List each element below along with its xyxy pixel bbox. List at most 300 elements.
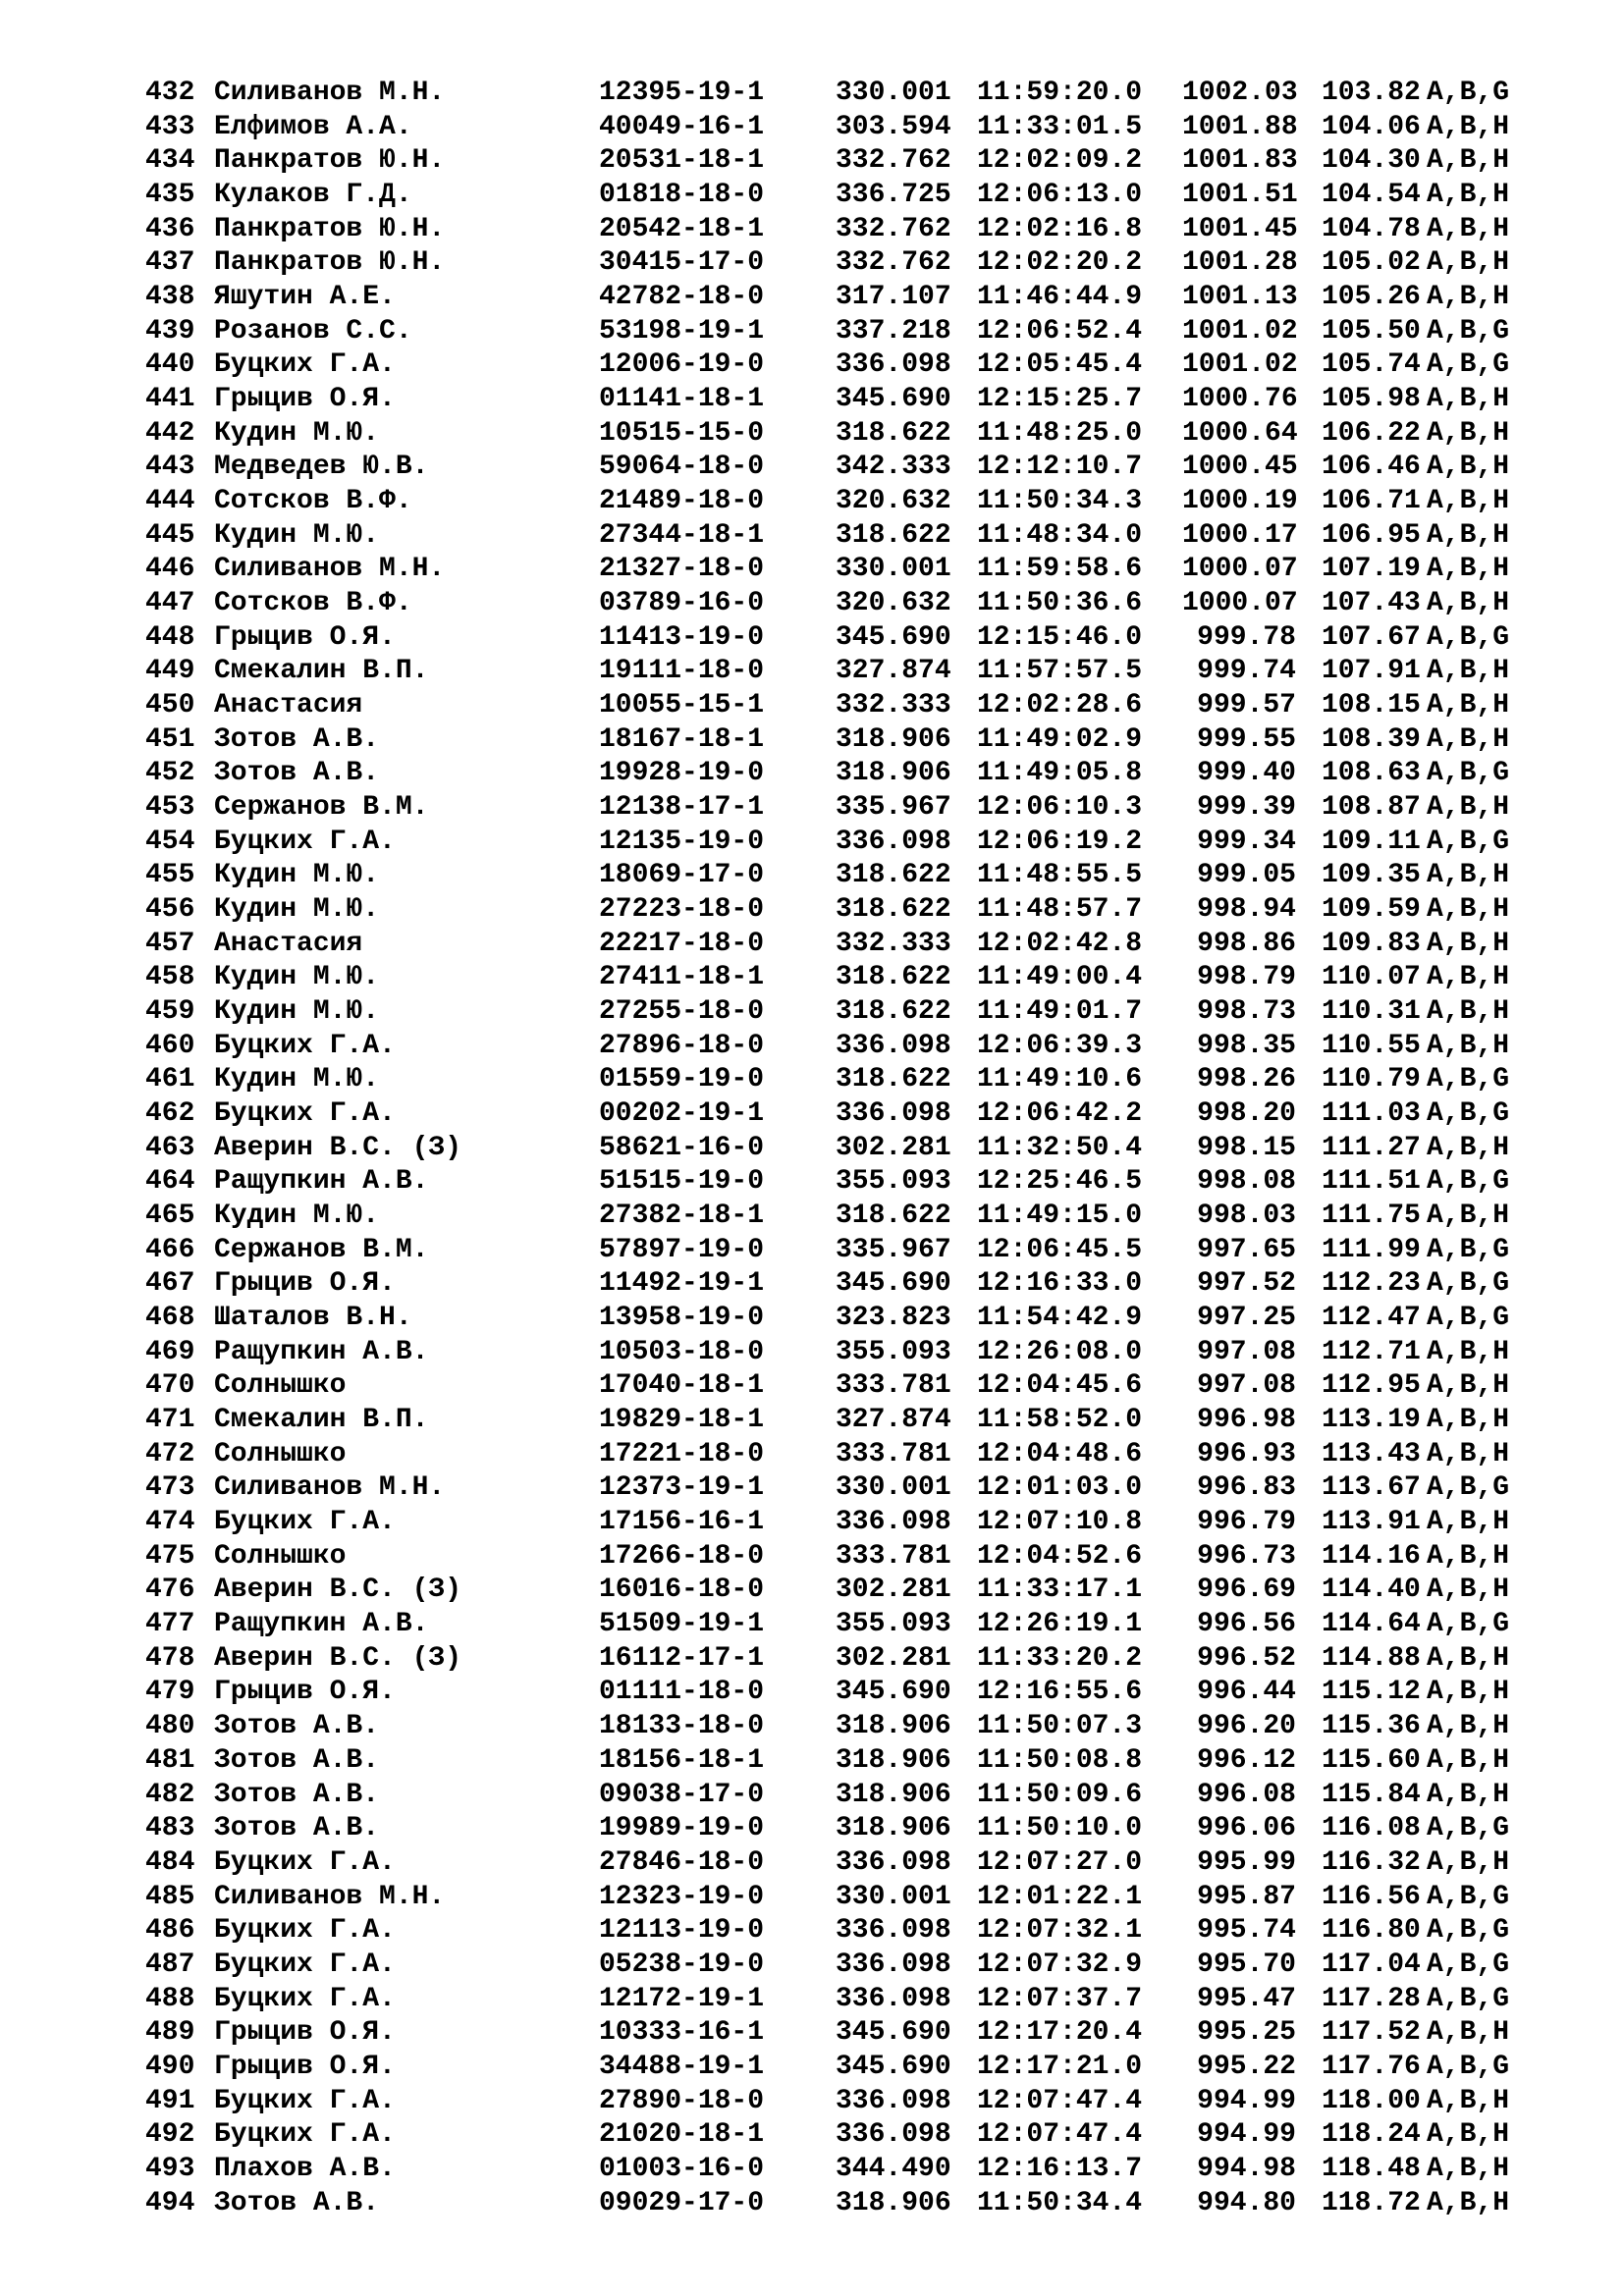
classes: A,B,H [1427, 111, 1510, 142]
arrival-time: 12:16:55.6 [977, 1677, 1143, 1708]
distance: 330.001 [836, 554, 951, 585]
ring-number: 40049-16-1 [599, 111, 765, 142]
distance: 302.281 [836, 1132, 951, 1163]
points: 111.99 [1322, 1234, 1421, 1265]
arrival-time: 11:49:15.0 [977, 1201, 1143, 1232]
distance: 342.333 [836, 452, 951, 483]
arrival-time: 11:49:05.8 [977, 758, 1143, 789]
row-number: 439 [145, 315, 195, 347]
fancier-name: Кулаков Г.Д. [214, 180, 412, 210]
classes: A,B,G [1427, 78, 1510, 108]
ring-number: 05238-19-0 [599, 1949, 765, 1980]
classes: A,B,H [1427, 1405, 1510, 1436]
speed: 1001.02 [1182, 349, 1298, 381]
speed: 994.98 [1197, 2153, 1296, 2184]
speed: 996.44 [1197, 1677, 1296, 1708]
classes: A,B,H [1427, 2187, 1510, 2218]
ring-number: 01141-18-1 [599, 384, 765, 415]
ring-number: 12172-19-1 [599, 1983, 765, 2014]
ring-number: 59064-18-0 [599, 452, 765, 483]
speed: 998.03 [1197, 1201, 1296, 1232]
row-number: 477 [145, 1609, 195, 1640]
ring-number: 19928-19-0 [599, 758, 765, 789]
distance: 345.690 [836, 2051, 951, 2082]
row-number: 479 [145, 1677, 195, 1708]
fancier-name: Силиванов М.Н. [214, 1881, 446, 1912]
ring-number: 27255-18-0 [599, 996, 765, 1028]
ring-number: 18167-18-1 [599, 723, 765, 755]
arrival-time: 12:05:45.4 [977, 349, 1143, 381]
ring-number: 21020-18-1 [599, 2119, 765, 2151]
ring-number: 51509-19-1 [599, 1609, 765, 1640]
speed: 997.52 [1197, 1268, 1296, 1300]
speed: 1001.13 [1182, 282, 1298, 313]
speed: 1001.83 [1182, 145, 1298, 177]
distance: 302.281 [836, 1575, 951, 1606]
fancier-name: Анастасия [214, 690, 363, 721]
ring-number: 30415-17-0 [599, 247, 765, 279]
row-number: 466 [145, 1234, 195, 1265]
fancier-name: Кудин М.Ю. [214, 996, 380, 1028]
row-number: 492 [145, 2119, 195, 2151]
arrival-time: 11:46:44.9 [977, 282, 1143, 313]
points: 107.67 [1322, 621, 1421, 653]
speed: 1000.17 [1182, 519, 1298, 551]
arrival-time: 11:59:20.0 [977, 78, 1143, 108]
arrival-time: 12:06:45.5 [977, 1234, 1143, 1265]
fancier-name: Буцких Г.А. [214, 1507, 396, 1538]
ring-number: 09038-17-0 [599, 1779, 765, 1810]
row-number: 436 [145, 213, 195, 244]
fancier-name: Кудин М.Ю. [214, 962, 380, 993]
classes: A,B,G [1427, 1166, 1510, 1198]
row-number: 434 [145, 145, 195, 177]
arrival-time: 11:33:17.1 [977, 1575, 1143, 1606]
speed: 996.56 [1197, 1609, 1296, 1640]
arrival-time: 12:06:13.0 [977, 180, 1143, 210]
speed: 996.06 [1197, 1813, 1296, 1844]
row-number: 452 [145, 758, 195, 789]
points: 115.84 [1322, 1779, 1421, 1810]
row-number: 449 [145, 656, 195, 687]
row-number: 489 [145, 2017, 195, 2049]
ring-number: 22217-18-0 [599, 928, 765, 959]
distance: 318.622 [836, 860, 951, 891]
row-number: 475 [145, 1540, 195, 1572]
arrival-time: 11:49:00.4 [977, 962, 1143, 993]
fancier-name: Ращупкин А.В. [214, 1336, 429, 1367]
distance: 332.333 [836, 928, 951, 959]
arrival-time: 11:50:36.6 [977, 588, 1143, 619]
distance: 318.622 [836, 1201, 951, 1232]
distance: 318.622 [836, 519, 951, 551]
row-number: 478 [145, 1642, 195, 1674]
speed: 996.83 [1197, 1472, 1296, 1504]
ring-number: 27223-18-0 [599, 894, 765, 926]
row-number: 442 [145, 417, 195, 449]
classes: A,B,H [1427, 656, 1510, 687]
classes: A,B,H [1427, 1132, 1510, 1163]
row-number: 433 [145, 111, 195, 142]
arrival-time: 11:49:02.9 [977, 723, 1143, 755]
points: 112.23 [1322, 1268, 1421, 1300]
speed: 998.73 [1197, 996, 1296, 1028]
row-number: 440 [145, 349, 195, 381]
distance: 320.632 [836, 588, 951, 619]
arrival-time: 11:50:34.3 [977, 486, 1143, 517]
points: 103.82 [1322, 78, 1421, 108]
speed: 996.12 [1197, 1744, 1296, 1776]
classes: A,B,G [1427, 1949, 1510, 1980]
ring-number: 00202-19-1 [599, 1098, 765, 1130]
distance: 336.098 [836, 1915, 951, 1947]
distance: 335.967 [836, 1234, 951, 1265]
row-number: 464 [145, 1166, 195, 1198]
arrival-time: 11:49:10.6 [977, 1064, 1143, 1095]
ring-number: 16112-17-1 [599, 1642, 765, 1674]
ring-number: 10503-18-0 [599, 1336, 765, 1367]
classes: A,B,H [1427, 282, 1510, 313]
speed: 997.25 [1197, 1303, 1296, 1334]
speed: 999.74 [1197, 656, 1296, 687]
fancier-name: Буцких Г.А. [214, 349, 396, 381]
points: 116.56 [1322, 1881, 1421, 1912]
points: 110.79 [1322, 1064, 1421, 1095]
classes: A,B,G [1427, 349, 1510, 381]
arrival-time: 12:06:42.2 [977, 1098, 1143, 1130]
ring-number: 19111-18-0 [599, 656, 765, 687]
classes: A,B,G [1427, 2051, 1510, 2082]
distance: 336.098 [836, 1030, 951, 1061]
row-number: 443 [145, 452, 195, 483]
arrival-time: 12:15:46.0 [977, 621, 1143, 653]
arrival-time: 12:17:20.4 [977, 2017, 1143, 2049]
points: 108.39 [1322, 723, 1421, 755]
arrival-time: 11:59:58.6 [977, 554, 1143, 585]
ring-number: 12135-19-0 [599, 826, 765, 857]
ring-number: 01003-16-0 [599, 2153, 765, 2184]
speed: 997.65 [1197, 1234, 1296, 1265]
points: 117.04 [1322, 1949, 1421, 1980]
distance: 302.281 [836, 1642, 951, 1674]
fancier-name: Буцких Г.А. [214, 1846, 396, 1878]
arrival-time: 11:50:09.6 [977, 1779, 1143, 1810]
fancier-name: Кудин М.Ю. [214, 894, 380, 926]
row-number: 441 [145, 384, 195, 415]
speed: 1001.51 [1182, 180, 1298, 210]
points: 117.52 [1322, 2017, 1421, 2049]
points: 114.16 [1322, 1540, 1421, 1572]
classes: A,B,G [1427, 1303, 1510, 1334]
classes: A,B,G [1427, 1983, 1510, 2014]
classes: A,B,G [1427, 1609, 1510, 1640]
classes: A,B,H [1427, 792, 1510, 824]
arrival-time: 11:50:10.0 [977, 1813, 1143, 1844]
classes: A,B,H [1427, 2153, 1510, 2184]
points: 114.64 [1322, 1609, 1421, 1640]
row-number: 481 [145, 1744, 195, 1776]
classes: A,B,H [1427, 417, 1510, 449]
distance: 337.218 [836, 315, 951, 347]
ring-number: 20542-18-1 [599, 213, 765, 244]
row-number: 455 [145, 860, 195, 891]
speed: 995.70 [1197, 1949, 1296, 1980]
fancier-name: Ращупкин А.В. [214, 1166, 429, 1198]
speed: 996.73 [1197, 1540, 1296, 1572]
fancier-name: Солнышко [214, 1540, 347, 1572]
arrival-time: 12:16:33.0 [977, 1268, 1143, 1300]
points: 105.74 [1322, 349, 1421, 381]
distance: 336.098 [836, 826, 951, 857]
distance: 327.874 [836, 1405, 951, 1436]
points: 107.91 [1322, 656, 1421, 687]
row-number: 488 [145, 1983, 195, 2014]
distance: 335.967 [836, 792, 951, 824]
arrival-time: 12:04:52.6 [977, 1540, 1143, 1572]
row-number: 450 [145, 690, 195, 721]
fancier-name: Силиванов М.Н. [214, 78, 446, 108]
fancier-name: Кудин М.Ю. [214, 519, 380, 551]
speed: 998.86 [1197, 928, 1296, 959]
ring-number: 17221-18-0 [599, 1438, 765, 1469]
points: 110.07 [1322, 962, 1421, 993]
classes: A,B,H [1427, 894, 1510, 926]
distance: 323.823 [836, 1303, 951, 1334]
ring-number: 34488-19-1 [599, 2051, 765, 2082]
row-number: 467 [145, 1268, 195, 1300]
points: 117.76 [1322, 2051, 1421, 2082]
fancier-name: Кудин М.Ю. [214, 417, 380, 449]
distance: 344.490 [836, 2153, 951, 2184]
ring-number: 19989-19-0 [599, 1813, 765, 1844]
classes: A,B,G [1427, 621, 1510, 653]
distance: 330.001 [836, 78, 951, 108]
fancier-name: Буцких Г.А. [214, 1915, 396, 1947]
classes: A,B,H [1427, 996, 1510, 1028]
points: 113.19 [1322, 1405, 1421, 1436]
speed: 1000.07 [1182, 554, 1298, 585]
speed: 999.57 [1197, 690, 1296, 721]
distance: 355.093 [836, 1609, 951, 1640]
points: 109.11 [1322, 826, 1421, 857]
distance: 327.874 [836, 656, 951, 687]
arrival-time: 12:02:28.6 [977, 690, 1143, 721]
arrival-time: 12:04:45.6 [977, 1370, 1143, 1402]
speed: 995.47 [1197, 1983, 1296, 2014]
classes: A,B,H [1427, 1744, 1510, 1776]
ring-number: 27344-18-1 [599, 519, 765, 551]
classes: A,B,H [1427, 962, 1510, 993]
speed: 998.94 [1197, 894, 1296, 926]
arrival-time: 12:17:21.0 [977, 2051, 1143, 2082]
row-number: 465 [145, 1201, 195, 1232]
ring-number: 11413-19-0 [599, 621, 765, 653]
row-number: 463 [145, 1132, 195, 1163]
ring-number: 27890-18-0 [599, 2085, 765, 2116]
arrival-time: 11:54:42.9 [977, 1303, 1143, 1334]
speed: 999.78 [1197, 621, 1296, 653]
speed: 999.40 [1197, 758, 1296, 789]
speed: 1001.28 [1182, 247, 1298, 279]
speed: 995.22 [1197, 2051, 1296, 2082]
speed: 1000.07 [1182, 588, 1298, 619]
fancier-name: Кудин М.Ю. [214, 860, 380, 891]
fancier-name: Грыцив О.Я. [214, 621, 396, 653]
arrival-time: 12:07:32.9 [977, 1949, 1143, 1980]
classes: A,B,H [1427, 554, 1510, 585]
ring-number: 19829-18-1 [599, 1405, 765, 1436]
distance: 333.781 [836, 1370, 951, 1402]
classes: A,B,G [1427, 1915, 1510, 1947]
distance: 336.098 [836, 1098, 951, 1130]
classes: A,B,G [1427, 1098, 1510, 1130]
classes: A,B,H [1427, 486, 1510, 517]
row-number: 451 [145, 723, 195, 755]
ring-number: 18069-17-0 [599, 860, 765, 891]
classes: A,B,H [1427, 1642, 1510, 1674]
arrival-time: 11:33:20.2 [977, 1642, 1143, 1674]
row-number: 462 [145, 1098, 195, 1130]
points: 109.83 [1322, 928, 1421, 959]
speed: 1001.45 [1182, 213, 1298, 244]
row-number: 480 [145, 1711, 195, 1742]
ring-number: 53198-19-1 [599, 315, 765, 347]
classes: A,B,G [1427, 1472, 1510, 1504]
distance: 318.622 [836, 417, 951, 449]
arrival-time: 11:50:08.8 [977, 1744, 1143, 1776]
classes: A,B,H [1427, 1030, 1510, 1061]
speed: 996.20 [1197, 1711, 1296, 1742]
speed: 999.34 [1197, 826, 1296, 857]
row-number: 456 [145, 894, 195, 926]
fancier-name: Буцких Г.А. [214, 2085, 396, 2116]
row-number: 482 [145, 1779, 195, 1810]
distance: 336.098 [836, 1507, 951, 1538]
speed: 1002.03 [1182, 78, 1298, 108]
classes: A,B,G [1427, 758, 1510, 789]
arrival-time: 11:57:57.5 [977, 656, 1143, 687]
ring-number: 12113-19-0 [599, 1915, 765, 1947]
arrival-time: 12:25:46.5 [977, 1166, 1143, 1198]
row-number: 471 [145, 1405, 195, 1436]
points: 111.75 [1322, 1201, 1421, 1232]
fancier-name: Сотсков В.Ф. [214, 588, 412, 619]
arrival-time: 11:33:01.5 [977, 111, 1143, 142]
ring-number: 27382-18-1 [599, 1201, 765, 1232]
classes: A,B,G [1427, 315, 1510, 347]
speed: 998.35 [1197, 1030, 1296, 1061]
points: 115.12 [1322, 1677, 1421, 1708]
points: 114.40 [1322, 1575, 1421, 1606]
points: 104.54 [1322, 180, 1421, 210]
distance: 333.781 [836, 1540, 951, 1572]
fancier-name: Сержанов В.М. [214, 1234, 429, 1265]
distance: 318.622 [836, 1064, 951, 1095]
ring-number: 16016-18-0 [599, 1575, 765, 1606]
arrival-time: 11:49:01.7 [977, 996, 1143, 1028]
distance: 318.906 [836, 1779, 951, 1810]
row-number: 458 [145, 962, 195, 993]
arrival-time: 12:06:10.3 [977, 792, 1143, 824]
row-number: 438 [145, 282, 195, 313]
arrival-time: 12:02:42.8 [977, 928, 1143, 959]
ring-number: 10515-15-0 [599, 417, 765, 449]
arrival-time: 12:07:37.7 [977, 1983, 1143, 2014]
points: 107.19 [1322, 554, 1421, 585]
points: 116.80 [1322, 1915, 1421, 1947]
speed: 995.74 [1197, 1915, 1296, 1947]
ring-number: 18133-18-0 [599, 1711, 765, 1742]
ring-number: 51515-19-0 [599, 1166, 765, 1198]
row-number: 446 [145, 554, 195, 585]
row-number: 470 [145, 1370, 195, 1402]
distance: 332.762 [836, 145, 951, 177]
arrival-time: 12:04:48.6 [977, 1438, 1143, 1469]
distance: 345.690 [836, 1268, 951, 1300]
arrival-time: 11:48:57.7 [977, 894, 1143, 926]
row-number: 473 [145, 1472, 195, 1504]
fancier-name: Медведев Ю.В. [214, 452, 429, 483]
row-number: 485 [145, 1881, 195, 1912]
distance: 332.333 [836, 690, 951, 721]
distance: 345.690 [836, 384, 951, 415]
fancier-name: Сотсков В.Ф. [214, 486, 412, 517]
row-number: 484 [145, 1846, 195, 1878]
distance: 355.093 [836, 1336, 951, 1367]
distance: 318.906 [836, 723, 951, 755]
speed: 1001.88 [1182, 111, 1298, 142]
arrival-time: 11:48:55.5 [977, 860, 1143, 891]
fancier-name: Шаталов В.Н. [214, 1303, 412, 1334]
points: 112.47 [1322, 1303, 1421, 1334]
fancier-name: Сержанов В.М. [214, 792, 429, 824]
ring-number: 12373-19-1 [599, 1472, 765, 1504]
row-number: 437 [145, 247, 195, 279]
arrival-time: 12:15:25.7 [977, 384, 1143, 415]
points: 111.03 [1322, 1098, 1421, 1130]
speed: 1000.19 [1182, 486, 1298, 517]
fancier-name: Буцких Г.А. [214, 1098, 396, 1130]
points: 112.71 [1322, 1336, 1421, 1367]
classes: A,B,H [1427, 2017, 1510, 2049]
row-number: 468 [145, 1303, 195, 1334]
arrival-time: 12:16:13.7 [977, 2153, 1143, 2184]
fancier-name: Буцких Г.А. [214, 1949, 396, 1980]
fancier-name: Смекалин В.П. [214, 656, 429, 687]
ring-number: 03789-16-0 [599, 588, 765, 619]
fancier-name: Яшутин А.Е. [214, 282, 396, 313]
speed: 994.99 [1197, 2119, 1296, 2151]
fancier-name: Аверин В.С. (З) [214, 1575, 462, 1606]
row-number: 493 [145, 2153, 195, 2184]
ring-number: 17156-16-1 [599, 1507, 765, 1538]
points: 109.35 [1322, 860, 1421, 891]
points: 106.46 [1322, 452, 1421, 483]
points: 118.24 [1322, 2119, 1421, 2151]
row-number: 447 [145, 588, 195, 619]
fancier-name: Силиванов М.Н. [214, 554, 446, 585]
speed: 1001.02 [1182, 315, 1298, 347]
arrival-time: 12:07:27.0 [977, 1846, 1143, 1878]
row-number: 483 [145, 1813, 195, 1844]
points: 105.98 [1322, 384, 1421, 415]
fancier-name: Солнышко [214, 1438, 347, 1469]
row-number: 491 [145, 2085, 195, 2116]
speed: 998.20 [1197, 1098, 1296, 1130]
speed: 998.15 [1197, 1132, 1296, 1163]
arrival-time: 12:07:47.4 [977, 2119, 1143, 2151]
ring-number: 18156-18-1 [599, 1744, 765, 1776]
